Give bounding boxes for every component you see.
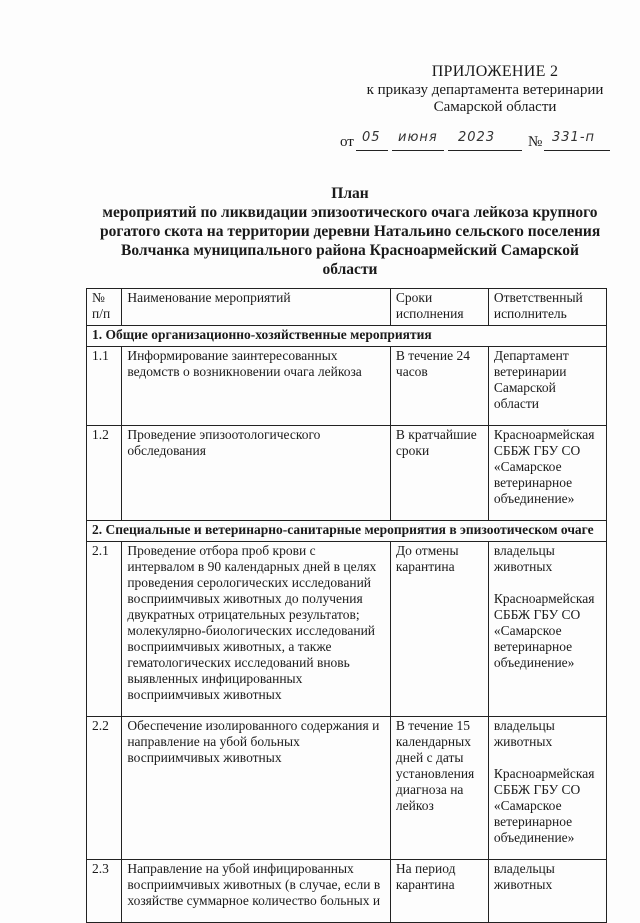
cell-terms: [390, 426, 488, 521]
header-terms: [390, 289, 488, 326]
header-terms-line: исполнения: [395, 306, 464, 321]
cell-line: владельцы: [493, 718, 555, 733]
cell-line: В кратчайшие: [395, 427, 477, 442]
cell-num: [87, 860, 122, 923]
cell-line: обследования: [127, 443, 206, 458]
cell-line: ведомств о возникновении очага лейкоза: [127, 364, 362, 379]
header-num-line: п/п: [92, 306, 111, 321]
cell-line: 2.3: [92, 861, 109, 876]
cell-line: Красноармейская: [493, 766, 595, 781]
cell-line: Проведение отбора проб крови с: [127, 543, 316, 558]
header-resp-line: исполнитель: [493, 306, 567, 321]
header-terms-line: Сроки: [395, 290, 433, 305]
cell-resp: [488, 542, 606, 717]
cell-line: молекулярно-биологических исследований: [127, 623, 376, 638]
section-row: [87, 521, 607, 542]
cell-line: восприимчивых животных (в случае, если в: [127, 877, 381, 892]
cell-line: животных: [493, 877, 553, 892]
cell-line: 1.1: [92, 348, 109, 363]
cell-line: Проведение эпизоотологического: [127, 427, 321, 442]
cell-line: диагноза на: [395, 782, 464, 797]
cell-line: карантина: [395, 559, 455, 574]
cell-line: объединение»: [493, 830, 575, 845]
cell-num: [87, 347, 122, 426]
appendix-region: Самарской области: [433, 99, 557, 115]
cell-line: двукратных отрицательных результатов;: [127, 607, 360, 622]
table-row: [87, 860, 607, 923]
cell-terms: [390, 860, 488, 923]
cell-line: карантина: [395, 877, 455, 892]
cell-line: ветеринарное: [493, 475, 573, 490]
cell-line: Красноармейская: [493, 591, 595, 606]
number-prefix: №: [528, 134, 543, 150]
cell-line: животных: [493, 734, 553, 749]
handwritten-month: июня: [398, 130, 438, 145]
plan-title-line: рогатого скота на территории деревни Натальино сельского поселения: [100, 223, 601, 240]
table-row: [87, 426, 607, 521]
cell-line: СББЖ ГБУ СО: [493, 443, 581, 458]
cell-line: владельцы: [493, 543, 555, 558]
plan-title-line: области: [322, 261, 378, 278]
cell-line: владельцы: [493, 861, 555, 876]
header-num-line: №: [92, 290, 105, 305]
cell-num: [87, 426, 122, 521]
cell-line: гематологических исследований вновь: [127, 655, 350, 670]
plan-title-line: мероприятий по ликвидации эпизоотического очага лейкоза крупного: [102, 204, 598, 221]
cell-line: Направление на убой инфицированных: [127, 861, 354, 876]
cell-line: восприимчивых животных, а также: [127, 639, 332, 654]
section-title: 1. Общие организационно-хозяйственные мероприятия: [87, 326, 607, 347]
cell-name: [122, 860, 391, 923]
cell-line: 2.2: [92, 718, 109, 733]
cell-line: На период: [395, 861, 456, 876]
cell-line: «Самарское: [493, 459, 562, 474]
handwritten-order-number: 331-п: [552, 130, 596, 145]
measures-table: [86, 288, 607, 923]
cell-line: До отмены: [395, 543, 459, 558]
table-row: [87, 347, 607, 426]
cell-line: животных: [493, 559, 553, 574]
cell-line: Информирование заинтересованных: [127, 348, 338, 363]
section-title: 2. Специальные и ветеринарно-санитарные мероприятия в эпизоотическом очаге: [87, 521, 607, 542]
cell-line: [494, 750, 601, 766]
cell-name: [122, 717, 391, 860]
section-row: [87, 326, 607, 347]
table-row: [87, 542, 607, 717]
cell-resp: [488, 426, 606, 521]
cell-terms: [390, 717, 488, 860]
cell-line: объединение»: [493, 491, 575, 506]
cell-line: объединение»: [493, 655, 575, 670]
cell-line: выявленных инфицированных: [127, 671, 303, 686]
cell-line: восприимчивых животных до получения: [127, 591, 363, 606]
cell-line: 1.2: [92, 427, 109, 442]
cell-line: ветеринарное: [493, 639, 573, 654]
cell-line: Самарской области: [493, 380, 556, 411]
cell-line: СББЖ ГБУ СО: [493, 607, 581, 622]
cell-line: лейкоз: [395, 798, 434, 813]
cell-num: [87, 542, 122, 717]
cell-line: часов: [395, 364, 428, 379]
cell-line: ветеринарное: [493, 814, 573, 829]
cell-line: «Самарское: [493, 623, 562, 638]
handwritten-day: 05: [362, 130, 381, 145]
cell-line: В течение 15: [395, 718, 470, 733]
date-prefix: от: [340, 134, 354, 150]
cell-line: дней с даты: [395, 750, 464, 765]
plan-title-line: Волчанка муниципального района Красноармейский Самарской: [121, 242, 579, 259]
cell-line: Департамент: [493, 348, 569, 363]
cell-line: направление на убой больных: [127, 734, 300, 749]
cell-line: восприимчивых животных: [127, 687, 282, 702]
header-name: Наименование мероприятий: [122, 289, 391, 326]
cell-line: СББЖ ГБУ СО: [493, 782, 581, 797]
cell-name: [122, 347, 391, 426]
cell-line: 2.1: [92, 543, 109, 558]
table-row: [87, 717, 607, 860]
cell-line: проведения серологических исследований: [127, 575, 372, 590]
header-resp-line: Ответственный: [493, 290, 583, 305]
cell-line: «Самарское: [493, 798, 562, 813]
cell-line: Обеспечение изолированного содержания и: [127, 718, 380, 733]
cell-line: сроки: [395, 443, 430, 458]
cell-line: ветеринарии: [493, 364, 567, 379]
cell-line: В течение 24: [395, 348, 470, 363]
cell-line: хозяйстве суммарное количество больных и: [127, 893, 381, 908]
cell-resp: [488, 347, 606, 426]
header-responsible: [488, 289, 606, 326]
header-num: [87, 289, 122, 326]
cell-line: календарных: [395, 734, 471, 749]
cell-line: восприимчивых животных: [127, 750, 282, 765]
cell-name: [122, 542, 391, 717]
handwritten-year: 2023: [458, 130, 496, 145]
cell-name: [122, 426, 391, 521]
cell-line: интервалом в 90 календарных дней в целях: [127, 559, 377, 574]
cell-line: установления: [395, 766, 475, 781]
plan-title-line: План: [331, 185, 369, 202]
plan-title: [100, 184, 600, 279]
cell-line: Красноармейская: [493, 427, 595, 442]
cell-num: [87, 717, 122, 860]
cell-resp: [488, 860, 606, 923]
order-date-number-line: [340, 132, 620, 154]
cell-terms: [390, 347, 488, 426]
appendix-order-ref: к приказу департамента ветеринарии: [366, 82, 604, 98]
cell-resp: [488, 717, 606, 860]
cell-terms: [390, 542, 488, 717]
appendix-title: ПРИЛОЖЕНИЕ 2: [431, 63, 559, 80]
table-header-row: [87, 289, 607, 326]
cell-line: [494, 575, 601, 591]
